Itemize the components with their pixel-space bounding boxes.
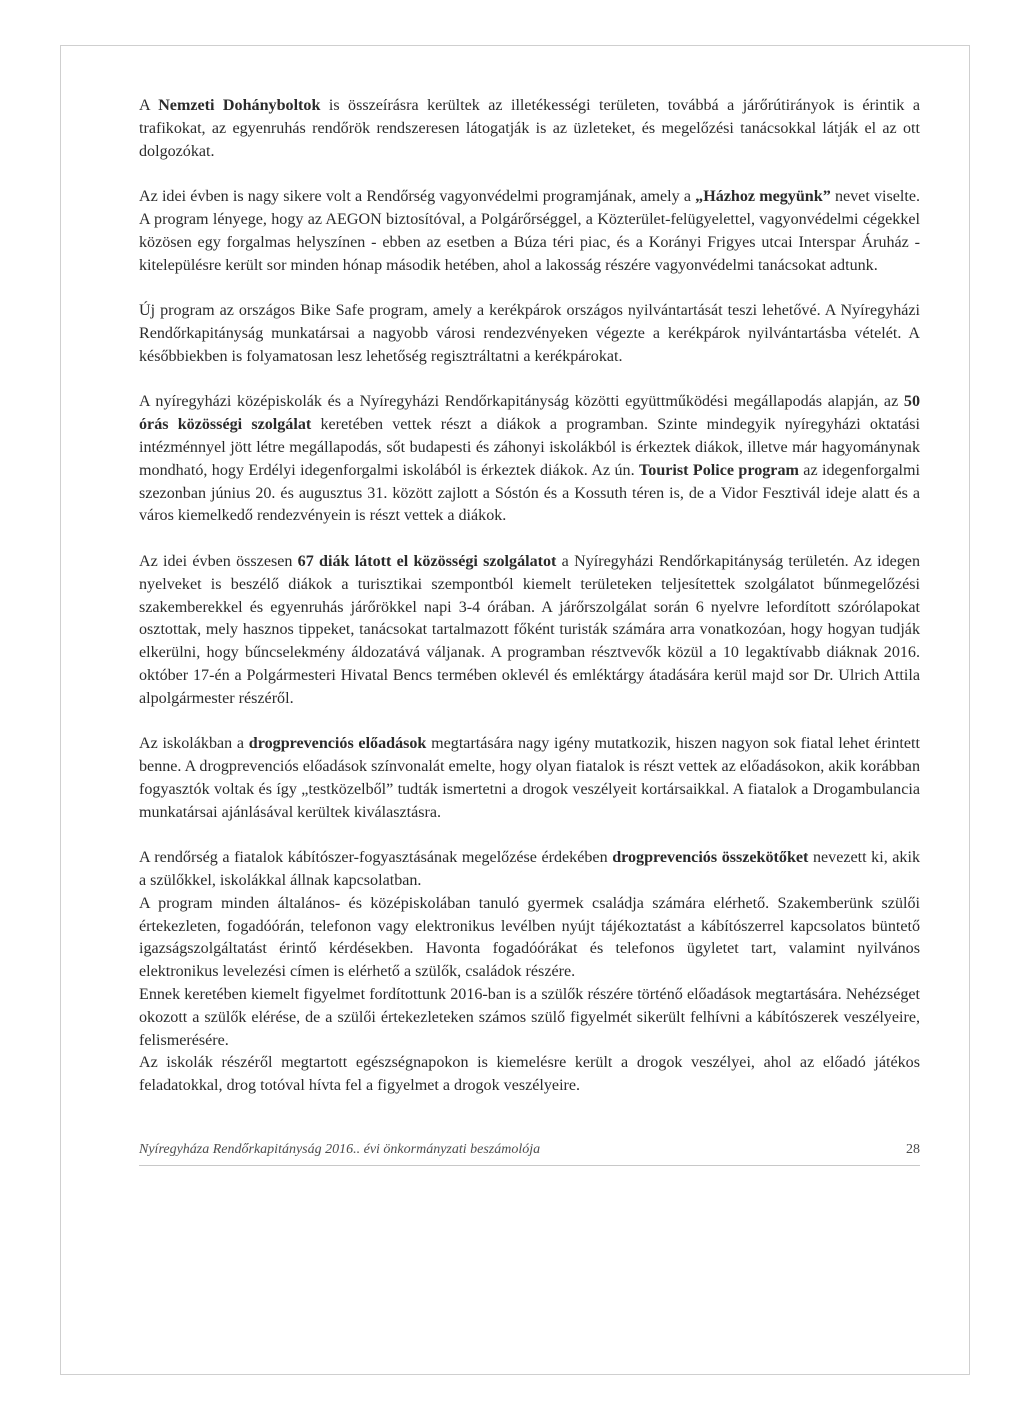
bold-text-segment: 67 diák látott el közösségi szolgálatot xyxy=(297,552,557,570)
footer-divider xyxy=(139,1165,920,1166)
bold-text-segment: 50 órás közösségi szolgálat xyxy=(139,393,920,434)
paragraph xyxy=(139,300,920,368)
text-segment: A xyxy=(139,97,159,114)
text-segment: nevet viselte. A program lényege, hogy az AEGON biztosítóval, a Polgárőrséggel, a Közterület-felügyelettel, vagyonvédelmi cégekkel közösen egy forgalmas helyszínen - ebben az esetben a Búza téri piac, és a Korányi Frigyes utcai Interspar Áruház - kitelepülésre került sor minden hónap második hetében, ahol a lakosság részére vagyonvédelmi tanácsokat adtunk. xyxy=(139,188,921,274)
text-segment: Az idei évben összesen xyxy=(139,552,298,570)
text-segment: Ennek keretében kiemelt figyelmet fordítottunk 2016-ban is a szülők részére történő előadások megtartására. Nehézséget okozott a szülők elérése, de a szülői értekezleteken számos szülő figyelmét sikerült felhívni a kábítószerek veszélyeire, felismerésére. xyxy=(139,986,920,1049)
page-number: 28 xyxy=(906,1142,920,1157)
text-segment: Az iskolákban a xyxy=(139,735,249,753)
text-segment: A rendőrség a fiatalok kábítószer-fogyasztásának megelőzése érdekében xyxy=(139,849,613,867)
text-segment: A nyíregyházi középiskolák és a Nyíregyházi Rendőrkapitányság közötti együttműködési megállapodás alapján, az xyxy=(139,393,904,411)
paragraph xyxy=(139,984,920,1052)
paragraph xyxy=(139,551,920,711)
paragraph xyxy=(139,391,920,528)
paragraph xyxy=(139,847,920,893)
text-segment: A program minden általános- és középiskolában tanuló gyermek családja számára elérhető. Szakemberünk szülői értekezleten, fogadóórán, telefonon vagy elektronikus levélben nyújt tájékoztatást a kábítószerrel kapcsolatos büntető igazságszolgáltatást érintő kérdésekben. Havonta fogadóórákat és telefonos ügyletet tart, valamint nyilvános elektronikus levelezési címen is elérhető a szülők, családok részére. xyxy=(139,894,920,981)
text-segment: az idegenforgalmi szezonban június 20. és augusztus 31. között zajlott a Sóstón és a Kossuth téren is, de a Vidor Fesztivál ideje alatt és a város kiemelkedő rendezvényein is részt vettek a diákok. xyxy=(139,461,921,525)
paragraph xyxy=(139,893,920,984)
text-segment: a Nyíregyházi Rendőrkapitányság területén. Az idegen nyelveket is beszélő diákok a turisztikai szempontból kiemelt területeken teljesítettek szolgálatot bűnmegelőzési szakemberekkel és egyenruhás járőrökkel napi 3-4 órában. A járőrszolgálat során 6 nyelvre lefordított szórólapokat osztottak, mely hasznos tippeket, tanácsokat tartalmazott főként turisták számára arra vonatkozóan, hogy hogyan tudják elkerülni, hogy bűncselekmény áldozatává váljanak. A programban résztvevők közül a 10 legaktívabb diáknak 2016. október 17-én a Polgármesteri Hivatal Bencs termében oklevél és emléktárgy átadására kerül majd sor Dr. Ulrich Attila alpolgármester részéről. xyxy=(139,552,920,707)
paragraph xyxy=(139,1052,920,1098)
document-body xyxy=(139,95,920,1098)
text-segment: Új program az országos Bike Safe program, amely a kerékpárok országos nyilvántartását teszi lehetővé. A Nyíregyházi Rendőrkapitányság munkatársai a nagyobb városi rendezvényeken végezte a kerékpárok nyilvántartásba vételét. A későbbiekben is folyamatosan lesz lehetőség regisztráltatni a kerékpárokat. xyxy=(139,302,920,365)
text-segment: Az idei évben is nagy sikere volt a Rendőrség vagyonvédelmi programjának, amely a xyxy=(139,188,696,206)
bold-text-segment: drogprevenciós előadások xyxy=(248,735,427,753)
text-segment: Az iskolák részéről megtartott egészségnapokon is kiemelésre került a drogok veszélyei, ahol az előadó játékos feladatokkal, drog totóval hívta fel a figyelmet a drogok veszélyeire. xyxy=(139,1054,920,1095)
text-segment: keretében vettek részt a diákok a programban. Szinte mindegyik nyíregyházi oktatási intézménnyel jött létre megállapodás, sőt budapesti és záhonyi iskolákból is érkeztek diákok, illetve már hagyománynak mondható, hogy Erdélyi idegenforgalmi iskolából is érkeztek diákok. Az ún. xyxy=(139,416,920,479)
paragraph xyxy=(139,733,920,824)
text-segment: nevezett ki, akik a szülőkkel, iskolákkal állnak kapcsolatban. xyxy=(139,849,920,890)
bold-text-segment: drogprevenciós összekötőket xyxy=(612,849,809,867)
paragraph xyxy=(139,95,920,163)
text-segment: is összeírásra kerültek az illetékességi területen, továbbá a járőrútirányok is érintik a trafikokat, az egyenruhás rendőrök rendszeresen látogatják is az üzleteket, és megelőzési tanácsokkal látják el az ott dolgozókat. xyxy=(139,97,920,160)
bold-text-segment: Nemzeti Dohányboltok xyxy=(158,97,321,114)
paragraph xyxy=(139,186,920,277)
text-segment: megtartására nagy igény mutatkozik, hiszen nagyon sok fiatal lehet érintett benne. A drogprevenciós előadások színvonalát emelte, hogy olyan fiatalok is részt vettek az előadásokon, akik korábban fogyasztók voltak és így „testközelből” tudták ismertetni a drogok veszélyeit kortársaikkal. A fiatalok a Drogambulancia munkatársai ajánlásával kerültek kiválasztásra. xyxy=(139,735,920,821)
bold-text-segment: Tourist Police program xyxy=(639,461,799,479)
footer-title: Nyíregyháza Rendőrkapitányság 2016.. évi önkormányzati beszámolója xyxy=(139,1142,541,1157)
bold-text-segment: „Házhoz megyünk” xyxy=(695,188,831,206)
